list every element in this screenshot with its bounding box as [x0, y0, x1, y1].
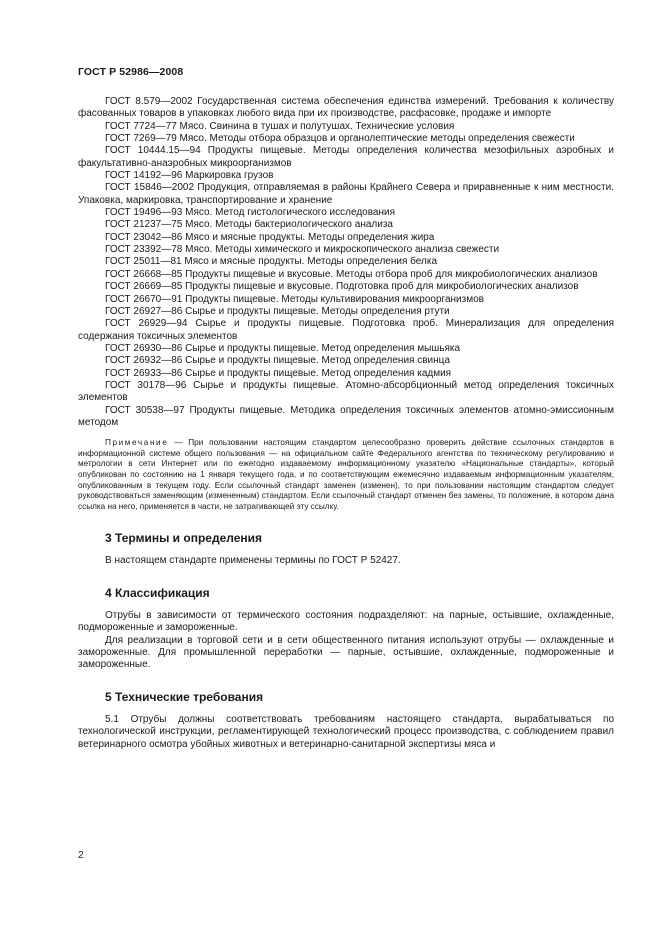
section-4-paragraph-2: Для реализации в торговой сети и в сети общественного питания используют отрубы — охлажденные и замороженные. Для промышленной переработки — парные, остывшие, охлажденные, подмороженные и замороженные.: [78, 634, 614, 671]
reference-item: ГОСТ 23392—78 Мясо. Методы химического и микроскопического анализа свежести: [105, 244, 500, 256]
reference-item: ГОСТ 30538—97 Продукты пищевые. Методика определения токсичных элементов атомно-эмиссионным методом: [78, 404, 614, 428]
reference-item: ГОСТ 23042—86 Мясо и мясные продукты. Методы определения жира: [105, 231, 435, 243]
page-header: ГОСТ Р 52986—2008: [78, 66, 184, 78]
section-5-paragraph-1: 5.1 Отрубы должны соответствовать требованиям настоящего стандарта, вырабатываться по технологической инструкции, регламентирующей технологический процесс производства, с соблюдением правил ветеринарного осмотра убойных животных и ветеринарно-санитарной экспертизы мяса и: [78, 713, 614, 750]
reference-item: ГОСТ 26668—85 Продукты пищевые и вкусовые. Методы отбора проб для микробиологических анализов: [105, 268, 598, 280]
reference-item: ГОСТ 30178—96 Сырье и продукты пищевые. Атомно-абсорбционный метод определения токсичных элементов: [78, 379, 614, 404]
section-3-text: В настоящем стандарте применены термины по ГОСТ Р 52427.: [105, 555, 401, 567]
document-body: [78, 96, 614, 751]
reference-item: ГОСТ 14192—96 Маркировка грузов: [105, 170, 274, 182]
reference-item: ГОСТ 21237—75 Мясо. Методы бактериологического анализа: [105, 219, 393, 231]
section-5-heading: 5 Технические требования: [105, 689, 264, 704]
reference-item: ГОСТ 19496—93 Мясо. Метод гистологического исследования: [105, 207, 396, 219]
reference-item: ГОСТ 26927—86 Сырье и продукты пищевые. Методы определения ртути: [105, 305, 450, 317]
reference-item: ГОСТ 26670—91 Продукты пищевые. Методы культивирования микроорганизмов: [105, 293, 484, 305]
section-4-paragraph-1: Отрубы в зависимости от термического состояния подразделяют: на парные, остывшие, охлажденные, подмороженные и замороженные.: [78, 609, 614, 634]
reference-item: ГОСТ 26669—85 Продукты пищевые и вкусовые. Подготовка проб для микробиологических анализов: [105, 281, 579, 293]
reference-item: ГОСТ 10444.15—94 Продукты пищевые. Методы определения количества мезофильных аэробных и факультативно-анаэробных микроорганизмов: [78, 145, 614, 169]
section-4-heading: 4 Классификация: [105, 585, 210, 600]
note-text: — При пользовании настоящим стандартом целесообразно проверить действие ссылочных стандартов в информационной системе общего пользования — на официальном сайте Федерального агентства по техническому регулированию и метрологии в сети Интернет или по ежегодно издаваемому информационному указателю «Национальные стандарты», который опубликован по состоянию на 1 января текущего года, и по соответствующим ежемесячно издаваемым информационным указателям, опубликованным в текущем году. Если ссылочный стандарт заменен (изменен), то при пользовании настоящим стандартом следует руководствоваться заменяющим (измененным) стандартом. Если ссылочный стандарт отменен без замены, то положение, в котором дана ссылка на него, применяется в части, не затрагивающей эту ссылку.: [78, 438, 614, 511]
note-paragraph: [78, 438, 614, 512]
reference-item: ГОСТ 7269—79 Мясо. Методы отбора образцов и органолептические методы определения свежести: [105, 133, 575, 145]
reference-item: ГОСТ 7724—77 Мясо. Свинина в тушах и полутушах. Технические условия: [105, 120, 455, 132]
reference-item: ГОСТ 8.579—2002 Государственная система обеспечения единства измерений. Требования к количеству фасованных товаров в упаковках любого вида при их производстве, расфасовке, продаже и импорте: [78, 96, 614, 120]
reference-item: ГОСТ 26930—86 Сырье и продукты пищевые. Метод определения мышьяка: [105, 342, 461, 354]
section-3-heading: 3 Термины и определения: [105, 531, 263, 546]
note-label: Примечание: [105, 438, 169, 448]
reference-item: ГОСТ 15846—2002 Продукция, отправляемая в районы Крайнего Севера и приравненные к ним местности. Упаковка, маркировка, транспортирование и хранение: [78, 182, 614, 206]
reference-item: ГОСТ 26933—86 Сырье и продукты пищевые. Метод определения кадмия: [105, 367, 452, 379]
reference-item: ГОСТ 26932—86 Сырье и продукты пищевые. Метод определения свинца: [105, 355, 450, 367]
reference-item: ГОСТ 25011—81 Мясо и мясные продукты. Методы определения белка: [105, 256, 438, 268]
reference-list: [78, 96, 614, 429]
page-number: 2: [78, 850, 84, 861]
reference-item: ГОСТ 26929—94 Сырье и продукты пищевые. Подготовка проб. Минерализация для определения содержания токсичных элементов: [78, 318, 614, 342]
